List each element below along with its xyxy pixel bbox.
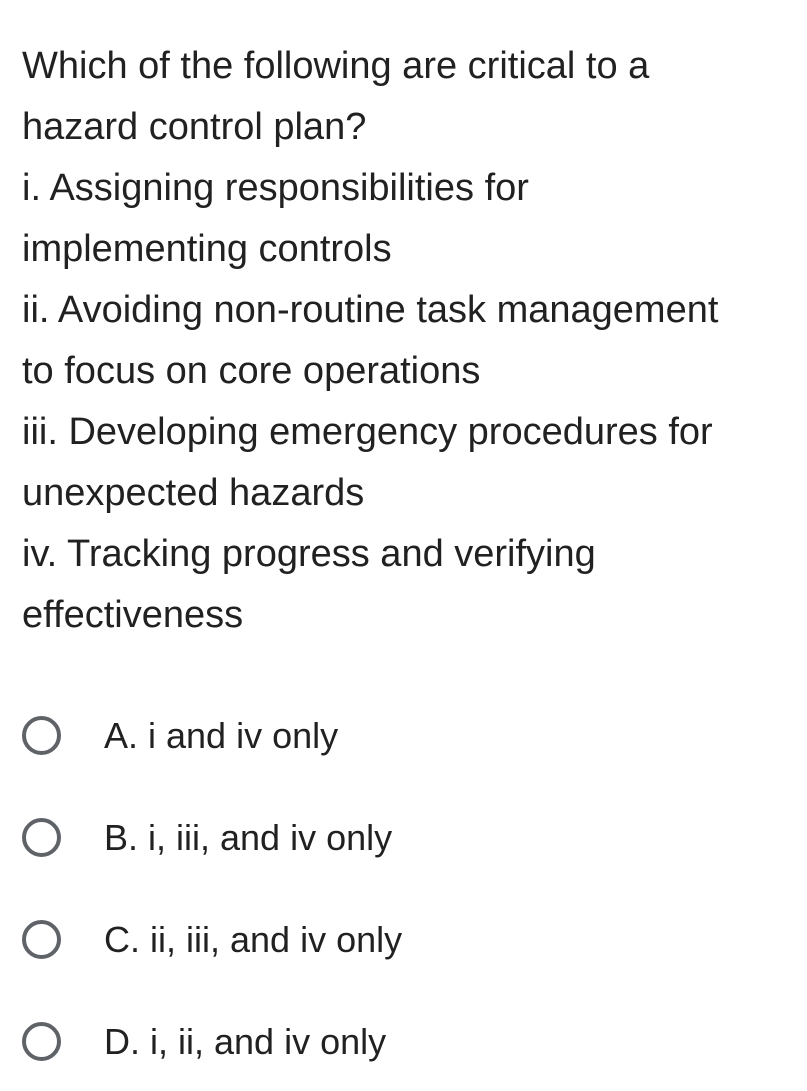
statement-ii-line: ii. Avoiding non-routine task management: [22, 289, 719, 331]
statement-iii-line: unexpected hazards: [22, 472, 365, 514]
question-text: [22, 36, 792, 646]
statement-ii-line: to focus on core operations: [22, 350, 481, 392]
statement-i-line: implementing controls: [22, 228, 392, 270]
statement-iii-line: iii. Developing emergency procedures for: [22, 411, 713, 453]
question-line: hazard control plan?: [22, 106, 367, 148]
radio-button-icon[interactable]: [22, 716, 61, 755]
statement-i-line: i. Assigning responsibilities for: [22, 167, 529, 209]
option-c[interactable]: [22, 910, 782, 972]
answer-options: [22, 706, 782, 1074]
statement-iv-line: iv. Tracking progress and verifying: [22, 533, 596, 575]
option-b[interactable]: [22, 808, 782, 870]
option-a[interactable]: [22, 706, 782, 768]
statement-iv-line: effectiveness: [22, 594, 244, 636]
radio-button-icon[interactable]: [22, 1022, 61, 1061]
option-d-label[interactable]: D. i, ii, and iv only: [104, 1021, 387, 1062]
option-a-label[interactable]: A. i and iv only: [104, 715, 339, 756]
question-line: Which of the following are critical to a: [22, 45, 650, 87]
radio-button-icon[interactable]: [22, 920, 61, 959]
radio-button-icon[interactable]: [22, 818, 61, 857]
option-b-label[interactable]: B. i, iii, and iv only: [104, 817, 393, 858]
option-c-label[interactable]: C. ii, iii, and iv only: [104, 919, 403, 960]
option-d[interactable]: [22, 1012, 782, 1074]
